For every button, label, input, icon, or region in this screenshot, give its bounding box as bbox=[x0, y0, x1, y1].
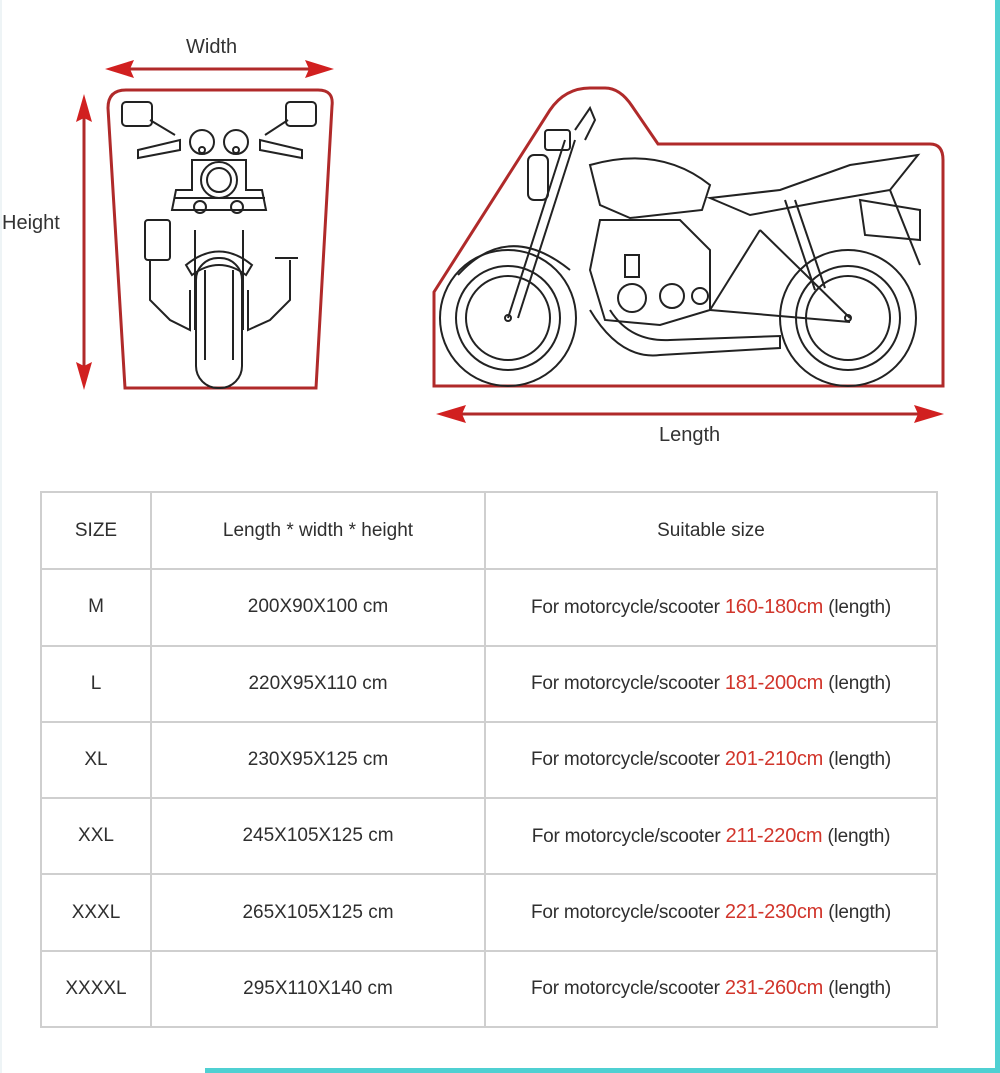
size-cell: XXXL bbox=[41, 874, 151, 950]
length-range: 221-230cm bbox=[724, 901, 824, 924]
side-cover-outline bbox=[434, 88, 943, 386]
front-cover-outline bbox=[108, 90, 332, 388]
table-row bbox=[41, 646, 937, 722]
suitable-suffix: (length) bbox=[828, 673, 892, 695]
suitable-suffix: (length) bbox=[828, 978, 892, 1000]
suitable-prefix: For motorcycle/scooter bbox=[530, 596, 720, 618]
suitable-prefix: For motorcycle/scooter bbox=[530, 673, 720, 695]
table-row bbox=[41, 798, 937, 874]
dimensions-cell: 295X110X140 cm bbox=[151, 951, 485, 1027]
table-header-row bbox=[41, 492, 937, 569]
size-cell: M bbox=[41, 569, 151, 645]
suitable-suffix: (length) bbox=[827, 825, 891, 847]
dimensions-cell: 245X105X125 cm bbox=[151, 798, 485, 874]
length-range: 231-260cm bbox=[724, 977, 824, 1000]
suitable-cell bbox=[485, 798, 937, 874]
dimensions-cell: 265X105X125 cm bbox=[151, 874, 485, 950]
header-size: SIZE bbox=[41, 492, 151, 569]
side-view-diagram bbox=[420, 70, 960, 430]
length-range: 181-200cm bbox=[724, 672, 824, 695]
length-range: 211-220cm bbox=[725, 824, 823, 847]
table-row bbox=[41, 569, 937, 645]
front-view-diagram bbox=[0, 0, 420, 420]
suitable-prefix: For motorcycle/scooter bbox=[530, 749, 720, 771]
size-cell: XL bbox=[41, 722, 151, 798]
dimensions-cell: 230X95X125 cm bbox=[151, 722, 485, 798]
table-row bbox=[41, 951, 937, 1027]
size-cell: XXXXL bbox=[41, 951, 151, 1027]
motorcycle-front-icon bbox=[122, 102, 316, 388]
header-dimensions: Length * width * height bbox=[151, 492, 485, 569]
dimensions-cell: 220X95X110 cm bbox=[151, 646, 485, 722]
header-suitable-size: Suitable size bbox=[485, 492, 937, 569]
height-arrow-icon bbox=[76, 94, 92, 390]
table-row bbox=[41, 722, 937, 798]
length-range: 160-180cm bbox=[724, 595, 824, 618]
dimensions-cell: 200X90X100 cm bbox=[151, 569, 485, 645]
suitable-prefix: For motorcycle/scooter bbox=[531, 825, 721, 847]
height-label: Height bbox=[2, 212, 60, 234]
bottom-accent-border bbox=[205, 1068, 1000, 1073]
width-label: Width bbox=[186, 36, 238, 58]
motorcycle-side-icon bbox=[440, 108, 920, 386]
suitable-suffix: (length) bbox=[828, 749, 892, 771]
length-label: Length bbox=[659, 424, 721, 446]
width-arrow-icon bbox=[105, 60, 334, 78]
suitable-suffix: (length) bbox=[828, 596, 892, 618]
suitable-cell bbox=[485, 569, 937, 645]
suitable-prefix: For motorcycle/scooter bbox=[530, 978, 720, 1000]
length-arrow-icon bbox=[436, 405, 944, 423]
size-cell: L bbox=[41, 646, 151, 722]
suitable-suffix: (length) bbox=[828, 902, 892, 924]
suitable-cell bbox=[485, 646, 937, 722]
size-cell: XXL bbox=[41, 798, 151, 874]
right-accent-border bbox=[995, 0, 1000, 1073]
suitable-cell bbox=[485, 722, 937, 798]
suitable-cell bbox=[485, 874, 937, 950]
suitable-prefix: For motorcycle/scooter bbox=[530, 902, 720, 924]
table-row bbox=[41, 874, 937, 950]
suitable-cell bbox=[485, 951, 937, 1027]
size-chart-table bbox=[40, 491, 938, 1028]
length-range: 201-210cm bbox=[724, 748, 824, 771]
